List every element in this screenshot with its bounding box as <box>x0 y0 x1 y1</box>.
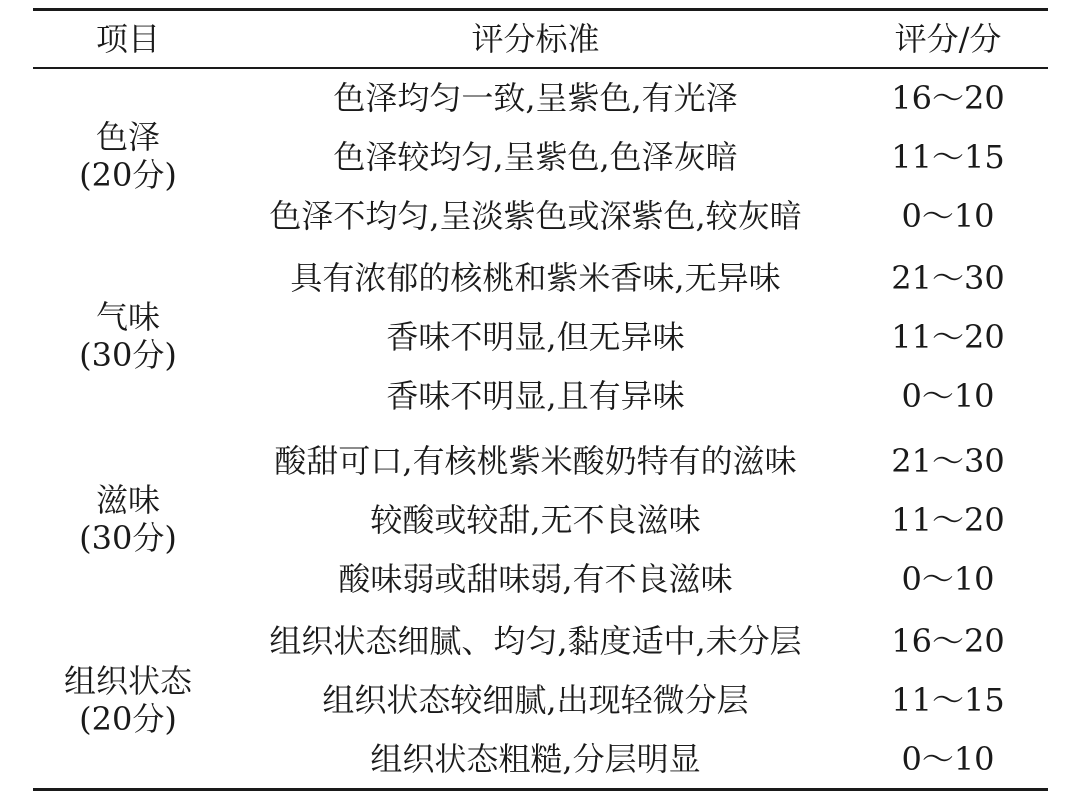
table-row-criteria: 酸味弱或甜味弱,有不良滋味 <box>338 560 733 598</box>
group-points: (30分) <box>79 336 177 374</box>
table-row-score: 11～20 <box>891 318 1005 356</box>
group-label-odor <box>33 298 223 374</box>
group-name: 滋味 <box>95 481 160 519</box>
table-row-criteria: 组织状态较细腻,出现轻微分层 <box>322 681 749 719</box>
table-row-score: 0～10 <box>901 560 995 598</box>
group-name: 气味 <box>95 298 160 336</box>
table-row-score: 21～30 <box>891 259 1005 297</box>
group-points: (30分) <box>79 519 177 557</box>
table-row-score: 11～15 <box>891 138 1005 176</box>
table-row-criteria: 酸甜可口,有核桃紫米酸奶特有的滋味 <box>274 442 797 480</box>
table-row-criteria: 色泽均匀一致,呈紫色,有光泽 <box>333 79 738 117</box>
table-row-criteria: 较酸或较甜,无不良滋味 <box>370 501 701 539</box>
table-row-score: 0～10 <box>901 377 995 415</box>
table-row-score: 21～30 <box>891 442 1005 480</box>
table-row-score: 0～10 <box>901 740 995 778</box>
group-label-taste <box>33 481 223 557</box>
table-row-criteria: 香味不明显,但无异味 <box>386 318 685 356</box>
header-score: 评分/分 <box>894 20 1002 58</box>
table-top-rule <box>33 8 1048 11</box>
table-row-criteria: 香味不明显,且有异味 <box>386 377 685 415</box>
table-header-rule <box>33 67 1048 69</box>
table-row-criteria: 色泽不均匀,呈淡紫色或深紫色,较灰暗 <box>269 197 802 235</box>
group-name: 色泽 <box>95 118 160 156</box>
table-row-score: 11～20 <box>891 501 1005 539</box>
group-name: 组织状态 <box>63 662 192 700</box>
table-bottom-rule <box>33 788 1048 791</box>
table-row-score: 16～20 <box>891 622 1005 660</box>
table-row-criteria: 组织状态细腻、均匀,黏度适中,未分层 <box>269 622 802 660</box>
header-criteria: 评分标准 <box>471 20 600 58</box>
table-row-score: 0～10 <box>901 197 995 235</box>
table-row-criteria: 具有浓郁的核桃和紫米香味,无异味 <box>290 259 781 297</box>
group-points: (20分) <box>79 700 177 738</box>
group-label-color <box>33 118 223 194</box>
table-row-criteria: 色泽较均匀,呈紫色,色泽灰暗 <box>333 138 738 176</box>
group-points: (20分) <box>79 156 177 194</box>
header-item: 项目 <box>95 20 160 58</box>
table-row-score: 16～20 <box>891 79 1005 117</box>
table-row-criteria: 组织状态粗糙,分层明显 <box>370 740 701 778</box>
group-label-texture <box>33 662 223 738</box>
table-row-score: 11～15 <box>891 681 1005 719</box>
